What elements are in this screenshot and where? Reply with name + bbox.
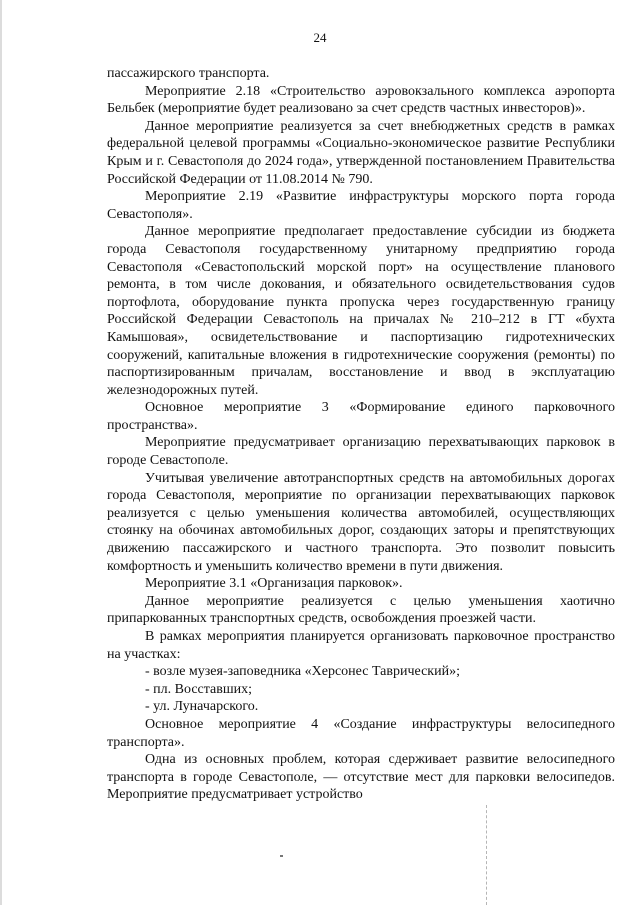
scan-margin-line <box>486 805 487 905</box>
list-item-chersonesus: - возле музея-заповедника «Херсонес Таврический»; <box>145 664 460 680</box>
paragraph-main-measure-4: Основное мероприятие 4 «Создание инфраструктуры велосипедного транспорта». <box>107 716 615 750</box>
page-number: 24 <box>313 30 327 45</box>
document-body <box>107 65 615 804</box>
paragraph-continuation: пассажирского транспорта. <box>107 66 270 81</box>
paragraph-measure-2-19-details: Данное мероприятие предполагает предоставление субсидии из бюджета города Севастополя государственному унитарному предприятию города Севастополя «Севастопольский морской порт» на осуществление планового ремонта, в том числе докования, и обязательного освидетельствования судов портофлота, оборудование пункта пропуска через государственную границу Российской Федерации Севастополь на причалах № 210–212 в ГТ «бухта Камышовая», освидетельствование и паспортизацию гидротехнических сооружений, капитальные вложения в гидротехнические сооружения (ремонты) по паспортизированным причалам, восстановление и ввод в эксплуатацию железнодорожных путей. <box>107 224 615 398</box>
list-item-vosstavshikh: - пл. Восставших; <box>145 681 253 697</box>
paragraph-main-measure-3: Основное мероприятие 3 «Формирование единого парковочного пространства». <box>107 400 615 433</box>
paragraph-measure-2-19: Мероприятие 2.19 «Развитие инфраструктуры морского порта города Севастополя». <box>107 189 615 222</box>
paragraph-measure-3-1: Мероприятие 3.1 «Организация парковок». <box>145 576 403 592</box>
scan-artifact-dot <box>280 855 283 857</box>
paragraph-measure-3-summary: Мероприятие предусматривает организацию перехватывающих парковок в городе Севастополе. <box>107 435 615 469</box>
paragraph-measure-2-18: Мероприятие 2.18 «Строительство аэровокзального комплекса аэропорта Бельбек (мероприятие будет реализовано за счет средств частных инвесторов)». <box>107 83 615 117</box>
paragraph-parking-areas-intro: В рамках мероприятия планируется организовать парковочное пространство на участках: <box>107 629 615 662</box>
scan-left-edge <box>0 0 2 905</box>
list-item-lunacharskogo: - ул. Луначарского. <box>145 699 259 715</box>
paragraph-measure-2-18-funding: Данное мероприятие реализуется за счет внебюджетных средств в рамках федеральной целевой программы «Социально-экономическое развитие Республики Крым и г. Севастополя до 2024 года», утвержденной постановлением Правительства Российской Федерации от 11.08.2014 № 790. <box>107 118 615 187</box>
paragraph-bicycle-problem: Одна из основных проблем, которая сдерживает развитие велосипедного транспорта в городе Севастополе, — отсутствие мест для парковки велосипедов. Мероприятие предусматривает устройство <box>107 752 615 803</box>
paragraph-measure-3-rationale: Учитывая увеличение автотранспортных средств на автомобильных дорогах города Севастополя, мероприятие по организации перехватывающих парковок реализуется с целью уменьшения количества автомобилей, осуществляющих стоянку на обочинах автомобильных дорог, создающих заторы и препятствующих движению пассажирского и частного транспорта. Это позволит повысить комфортность и уменьшить количество времени в пути движения. <box>107 470 615 574</box>
paragraph-measure-3-1-purpose: Данное мероприятие реализуется с целью уменьшения хаотично припаркованных транспортных средств, освобождения проезжей части. <box>107 593 615 627</box>
